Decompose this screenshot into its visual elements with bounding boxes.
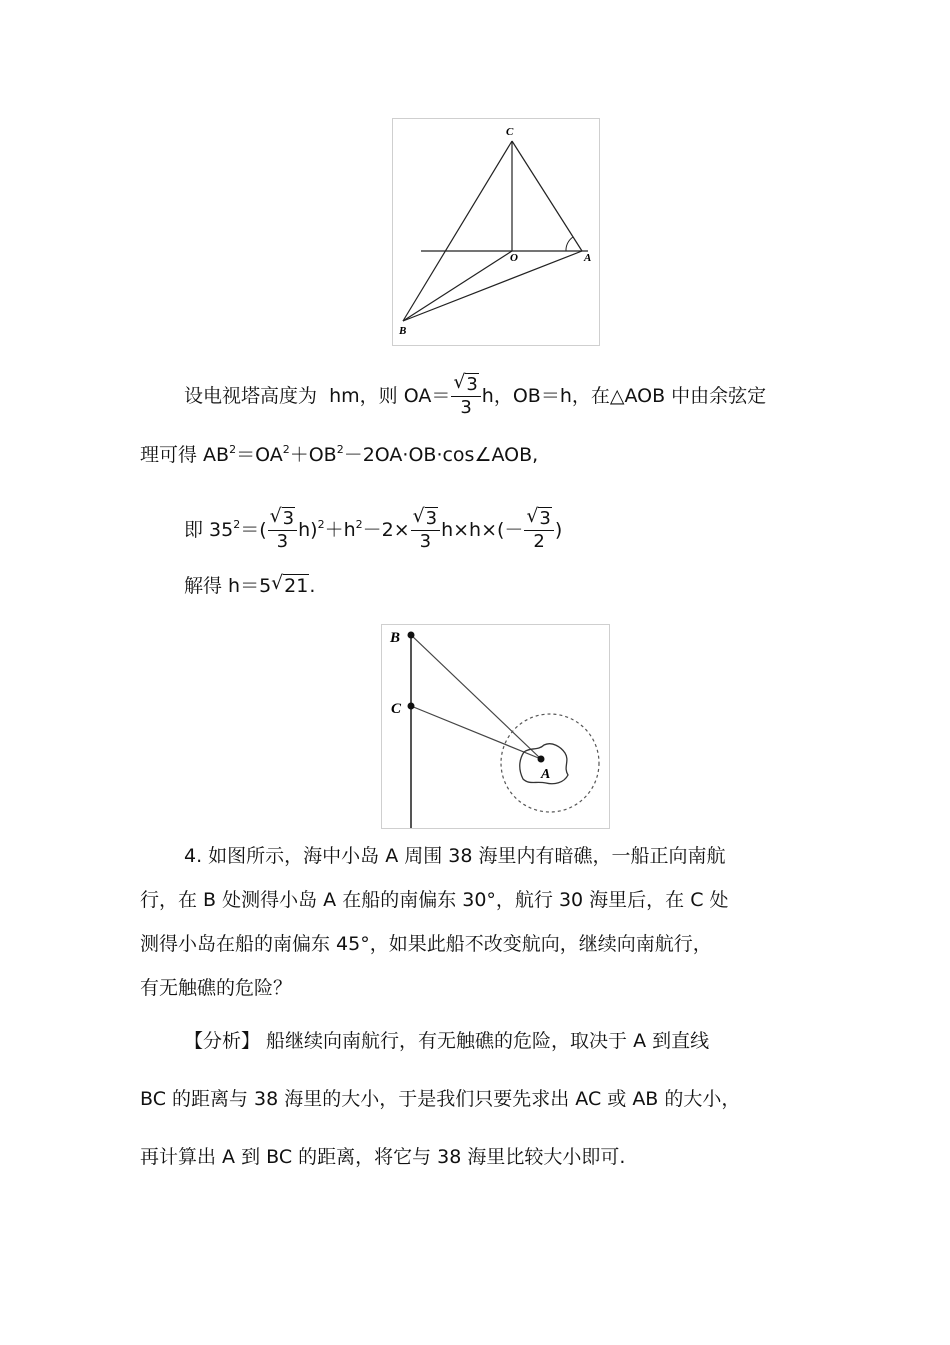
line-ca: [512, 141, 582, 251]
solution-line-1: [184, 371, 767, 418]
denominator: 3: [419, 531, 432, 552]
denominator: 3: [460, 397, 472, 418]
line-ab: [403, 251, 582, 321]
problem-line: 4. 如图所示，海中小岛 A 周围 38 海里内有暗礁，一船正向南航: [184, 845, 726, 867]
label-b: B: [390, 630, 401, 646]
label-c: C: [506, 126, 514, 138]
radicand: 21: [284, 575, 309, 597]
numerator: 3: [539, 508, 551, 529]
line-ba: [411, 635, 541, 759]
text: ): [554, 519, 563, 541]
text: ＋h: [324, 519, 356, 541]
fraction-2: √ 3 3: [411, 510, 440, 551]
line-cb: [403, 141, 512, 321]
label-a: A: [541, 767, 551, 782]
text: ＝(: [240, 519, 267, 541]
solution-line-3: [184, 505, 563, 552]
solution-line-2: [140, 443, 538, 467]
text: h×h×(－: [441, 519, 524, 541]
denominator: 2: [533, 531, 545, 552]
line-ob: [403, 251, 512, 321]
sqrt-21: √ 21: [271, 572, 309, 597]
analysis-paragraph: [140, 1012, 812, 1186]
text: －2OA·OB·cos∠AOB,: [343, 444, 539, 466]
label-b: B: [399, 325, 407, 337]
point-c: [408, 703, 415, 710]
label-c: C: [391, 701, 402, 717]
text: 设电视塔高度为: [184, 385, 318, 407]
text: ＋OB: [289, 444, 337, 466]
analysis-line: BC 的距离与 38 海里的大小，于是我们只要先求出 AC 或 AB 的大小，: [140, 1088, 741, 1110]
point-b: [408, 632, 415, 639]
fraction-sqrt3-over-3: √ 3 3: [451, 376, 480, 417]
analysis-line: 再计算出 A 到 BC 的距离，将它与 38 海里比较大小即可.: [140, 1146, 626, 1168]
point-a: [538, 756, 545, 763]
text: h，OB＝h，在△AOB 中由余弦定: [481, 385, 767, 407]
fraction-3: √ 3 2: [524, 510, 553, 551]
text: .: [309, 575, 316, 597]
text: 即 35: [184, 519, 234, 541]
text: ＝OA: [236, 444, 283, 466]
superscript: 2: [229, 443, 237, 456]
numerator: 3: [425, 508, 438, 529]
problem-line: 行，在 B 处测得小岛 A 在船的南偏东 30°，航行 30 海里后，在 C 处: [140, 889, 729, 911]
superscript: 2: [317, 518, 325, 531]
text: －2×: [362, 519, 410, 541]
line-ca: [411, 706, 541, 759]
label-o: O: [510, 252, 518, 264]
text: 理可得 AB: [140, 444, 230, 466]
island-diagram-svg: [382, 625, 609, 828]
analysis-line: 【分析】 船继续向南航行，有无触礁的危险，取决于 A 到直线: [184, 1030, 710, 1052]
figure-island-diagram: [381, 624, 610, 829]
solution-line-4: [184, 574, 315, 598]
numerator: 3: [282, 508, 295, 529]
denominator: 3: [276, 531, 289, 552]
text: h): [298, 519, 318, 541]
label-a: A: [584, 252, 592, 264]
numerator: 3: [466, 374, 478, 395]
problem-line: 有无触礁的危险？: [140, 977, 293, 999]
text: hm，则 OA＝: [329, 385, 451, 407]
danger-circle: [501, 714, 599, 812]
fraction-1: √ 3 3: [268, 510, 297, 551]
problem-paragraph: [140, 834, 812, 1010]
superscript: 2: [282, 443, 290, 456]
superscript: 2: [336, 443, 344, 456]
tower-diagram-svg: [393, 119, 599, 345]
superscript: 2: [355, 518, 363, 531]
problem-line: 测得小岛在船的南偏东 45°，如果此船不改变航向，继续向南航行，: [140, 933, 712, 955]
angle-arc-a: [566, 237, 573, 251]
text: 解得 h＝5: [184, 575, 272, 597]
figure-tower-diagram: [392, 118, 600, 346]
superscript: 2: [233, 518, 241, 531]
